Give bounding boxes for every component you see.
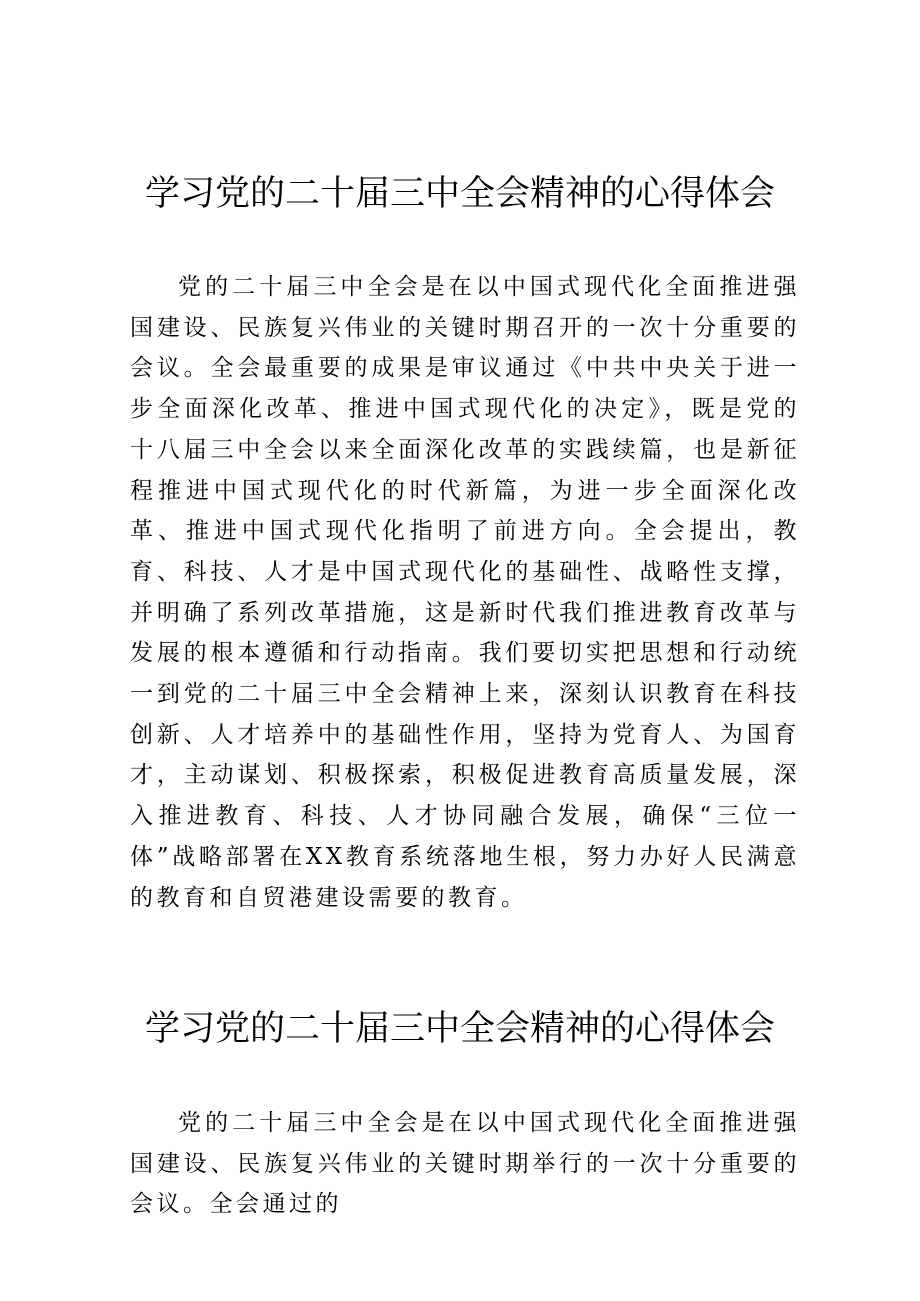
section-title: 学习党的二十届三中全会精神的心得体会: [144, 1009, 775, 1049]
section-paragraph: 党的二十届三中全会是在以中国式现代化全面推进强国建设、民族复兴伟业的关键时期举行的一次十分重要的会议。全会通过的: [130, 1110, 800, 1218]
section-paragraph: 党的二十届三中全会是在以中国式现代化全面推进强国建设、民族复兴伟业的关键时期召开的一次十分重要的会议。全会最重要的成果是审议通过《中共中央关于进一步全面深化改革、推进中国式现代化的决定》，既是党的十八届三中全会以来全面深化改革的实践续篇，也是新征程推进中国式现代化的时代新篇，为进一步全面深化改革、推进中国式现代化指明了前进方向。全会提出，教育、科技、人才是中国式现代化的基础性、战略性支撑，并明确了系列改革措施，这是新时代我们推进教育改革与发展的根本遵循和行动指南。我们要切实把思想和行动统一到党的二十届三中全会精神上来，深刻认识教育在科技创新、人才培养中的基础性作用，坚持为党育人、为国育才，主动谋划、积极探索，积极促进教育高质量发展，深入推进教育、科技、人才协同融合发展，确保“三位一体”战略部署在XX教育系统落地生根，努力办好人民满意的教育和自贸港建设需要的教育。: [130, 274, 800, 911]
section-title: 学习党的二十届三中全会精神的心得体会: [144, 174, 775, 214]
